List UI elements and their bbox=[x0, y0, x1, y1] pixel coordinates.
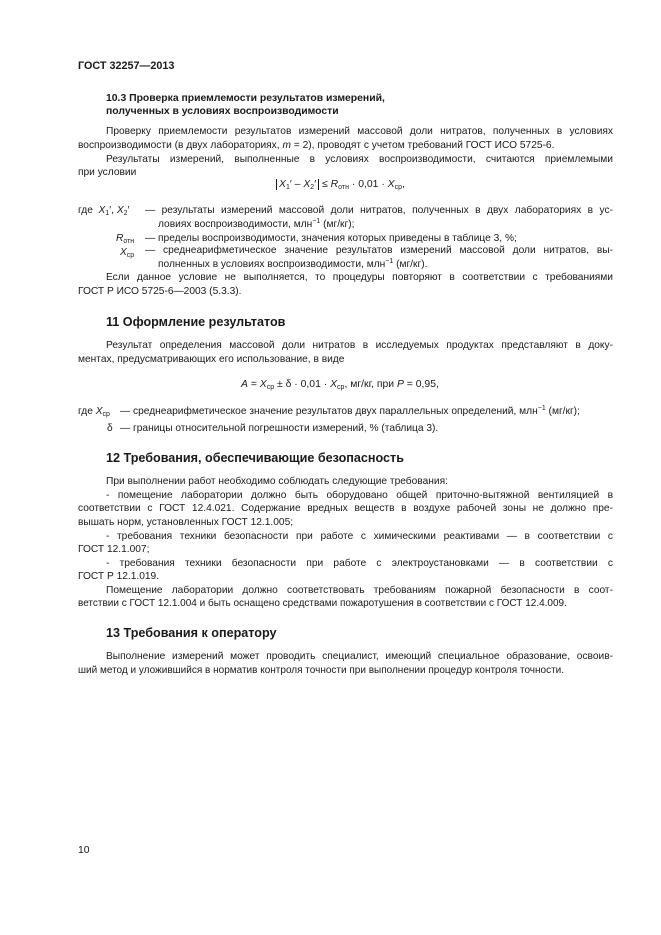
paragraph-line: ГОСТ Р ИСО 5725-6—2003 (5.3.3). bbox=[78, 286, 242, 297]
paragraph-line: ший метод и уложившийся в норматив контроля точности при выполнении процедур контроля точности. bbox=[78, 665, 565, 676]
absolute-value: $X_1' - X_2'$ bbox=[276, 179, 319, 190]
result-formula: $A = X_{ср} \pm \delta \cdot 0,01 \cdot X_{ср}$, мг/кг, при P = 0,95, bbox=[241, 379, 439, 391]
document-code: ГОСТ 32257—2013 bbox=[78, 60, 175, 72]
section-heading: 12 Требования, обеспечивающие безопасность bbox=[106, 451, 404, 465]
definition-text: — среднеарифметическое значение результатов измерений массовой доли нитратов, вы- bbox=[145, 245, 613, 256]
definition-where: где $X_1'$, $X_2'$ bbox=[78, 205, 130, 217]
list-item-line: - требования техники безопасности при работе с химическими реактивами — в соответствии с bbox=[106, 531, 613, 542]
list-item-line: ГОСТ Р 12.1.019. bbox=[78, 571, 160, 582]
list-item-line: ГОСТ 12.1.007; bbox=[78, 544, 150, 555]
section-heading: 13 Требования к оператору bbox=[106, 626, 277, 640]
paragraph-line: воспроизводимости (в двух лабораториях, m = 2), проводят с учетом требований ГОСТ ИСО 5725-6. bbox=[78, 140, 555, 151]
section-heading: 11 Оформление результатов bbox=[106, 315, 286, 329]
paragraph-line: Помещение лаборатории должно соответствовать требованиям пожарной безопасности в соот- bbox=[106, 585, 613, 596]
definition-text: — границы относительной погрешности измерений, % (таблица 3). bbox=[120, 423, 439, 434]
definition-text: ловиях воспроизводимости, млн$^{-1}$ (мг/кг); bbox=[158, 218, 355, 230]
paragraph-line: Проверку приемлемости результатов измерений массовой доли нитратов, полученных в условиях bbox=[106, 126, 613, 137]
section-heading-line1: 10.3 Проверка приемлемости результатов измерений, bbox=[106, 93, 385, 104]
acceptance-formula: $X_1' - X_2' \le R_{отн} \cdot 0,01 \cdot X_{ср}$, bbox=[276, 178, 405, 192]
definition-where: где $X_{ср}$ bbox=[78, 406, 110, 418]
paragraph-line: Выполнение измерений может проводить специалист, имеющий специальное образование, освоив- bbox=[106, 651, 613, 662]
paragraph-line: ветствии с ГОСТ 12.1.004 и быть оснащено средствами пожаротушения в соответствии с ГОСТ 12.4.009. bbox=[78, 598, 567, 609]
definition-symbol: δ bbox=[107, 423, 113, 434]
list-item-line: соответствии с ГОСТ 12.4.021. Содержание вредных веществ в воздухе рабочей зоны не должно пре- bbox=[78, 503, 613, 514]
definition-text: — результаты измерений массовой доли нитратов, полученных в двух лабораториях в ус- bbox=[145, 205, 613, 216]
definition-symbol: $R_{отн}$ bbox=[116, 233, 135, 245]
paragraph-line: ментах, предусматривающих его использование, в виде bbox=[78, 354, 345, 365]
page-number: 10 bbox=[78, 845, 90, 856]
section-heading-line2: полученных в условиях воспроизводимости bbox=[106, 106, 339, 117]
paragraph-line: При выполнении работ необходимо соблюдать следующие требования: bbox=[106, 476, 448, 487]
paragraph-line: Если данное условие не выполняется, то процедуры повторяют в соответствии с требованиями bbox=[106, 272, 613, 283]
paragraph-line: Результат определения массовой доли нитратов в исследуемых продуктах представляют в доку- bbox=[106, 340, 613, 351]
definition-text: — среднеарифметическое значение результатов двух параллельных определений, млн$^{-1}$ (мг/кг); bbox=[120, 405, 580, 417]
list-item-line: - требования техники безопасности при работе с электроустановками — в соответствии с bbox=[106, 558, 613, 569]
definition-symbol: $X_{ср}$ bbox=[120, 247, 135, 259]
paragraph-line: при условии bbox=[78, 167, 137, 178]
paragraph-line: Результаты измерений, выполненные в условиях воспроизводимости, считаются приемлемыми bbox=[106, 154, 613, 165]
definition-text: — пределы воспроизводимости, значения которых приведены в таблице 3, %; bbox=[145, 233, 517, 244]
list-item-line: - помещение лаборатории должно быть оборудовано общей приточно-вытяжной вентиляцией в bbox=[106, 490, 613, 501]
definition-text: полненных в условиях воспроизводимости, млн$^{-1}$ (мг/кг). bbox=[158, 258, 428, 270]
list-item-line: вышать норм, установленных ГОСТ 12.1.005; bbox=[78, 517, 294, 528]
